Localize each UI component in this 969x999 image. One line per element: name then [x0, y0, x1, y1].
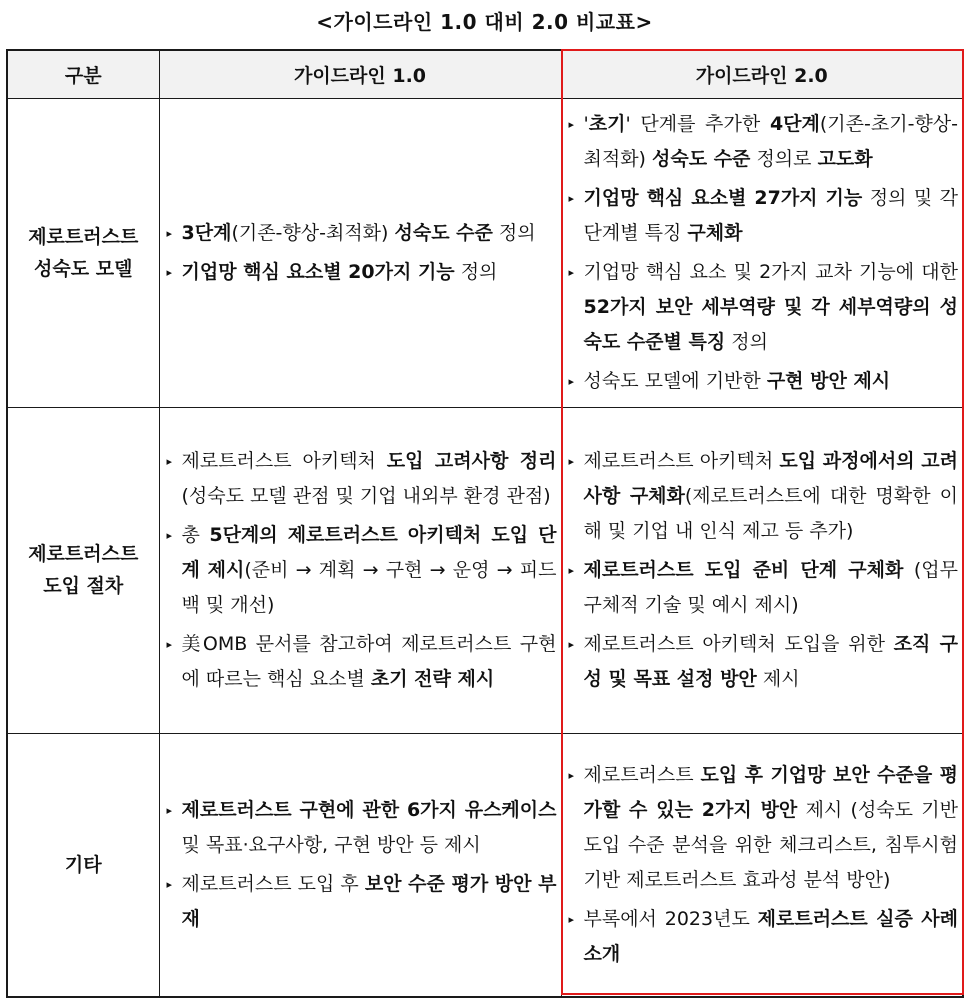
bullet-arrow-icon: ▸ [166, 265, 173, 279]
bold-text: 보안 수준 평가 방안 부재 [181, 872, 557, 930]
page-title: <가이드라인 1.0 대비 2.0 비교표> [316, 10, 653, 34]
bullet-item [164, 867, 557, 937]
text: 정의 [725, 330, 768, 353]
bullet-text [182, 793, 557, 863]
row-category [7, 733, 159, 997]
cell-guideline-2-0 [561, 733, 963, 997]
text: (준비 → 계획 → 구현 → 운영 → 피드백 및 개선) [181, 558, 557, 616]
text: 제로트러스트 아키텍처 [181, 449, 387, 472]
category-line: 제로트러스트 [28, 225, 139, 248]
bold-text: 4단계 [769, 112, 820, 135]
text: 정의 [492, 221, 536, 244]
bullet-item [164, 444, 557, 514]
bullet-text [584, 444, 959, 549]
bold-text: 52가지 보안 세부역량 및 각 세부역량의 성숙도 수준별 특징 [583, 295, 958, 353]
text: 제로트러스트 도입 후 [181, 872, 365, 895]
bullet-item [164, 627, 557, 697]
bold-text: 조직 구성 및 목표 설정 방안 [583, 632, 958, 690]
text: 정의 및 각 단계별 특징 [583, 186, 958, 244]
text: ' 단계를 추가한 [625, 112, 770, 135]
category-line: 제로트러스트 [28, 543, 139, 565]
bold-text: 기업망 핵심 요소별 20가지 기능 [181, 260, 455, 283]
bullet-arrow-icon: ▸ [568, 454, 575, 468]
bold-text: 초기 전략 제시 [370, 667, 495, 690]
table-header-row [7, 50, 963, 98]
text: 제로트러스트 [583, 763, 701, 786]
bullet-text [182, 444, 557, 514]
bullet-item [164, 793, 557, 863]
text: 성숙도 모델에 기반한 [583, 369, 767, 392]
bullet-text [584, 902, 959, 972]
bold-text: 제로트러스트 실증 사례 소개 [583, 907, 958, 965]
bold-text: 성숙도 수준 [652, 147, 751, 170]
cell-guideline-1-0 [159, 733, 561, 997]
bullet-arrow-icon: ▸ [568, 117, 575, 131]
table-row [7, 98, 963, 407]
table-row [7, 407, 963, 733]
bullet-item [164, 255, 557, 290]
bullet-text [182, 255, 557, 290]
bullet-item [566, 181, 959, 251]
header-category: 구분 [7, 50, 159, 98]
text: (성숙도 모델 관점 및 기업 내외부 환경 관점) [181, 484, 551, 507]
text: 및 목표·요구사항, 구현 방안 등 제시 [181, 833, 481, 856]
bold-text: 제로트러스트 구현에 관한 6가지 유스케이스 [181, 798, 557, 821]
bullet-arrow-icon: ▸ [166, 637, 173, 651]
bullet-text [182, 518, 557, 623]
text: 美OMB 문서를 참고하여 제로트러스트 구현에 따르는 핵심 요소별 [181, 632, 557, 690]
bullet-item [566, 758, 959, 898]
bullet-arrow-icon: ▸ [166, 226, 173, 240]
text: 정의 [454, 260, 498, 283]
bold-text: 고도화 [817, 147, 873, 170]
bullet-arrow-icon: ▸ [166, 528, 173, 542]
bullet-item [566, 364, 959, 399]
text: (기존-향상-최적화) [231, 221, 395, 244]
bullet-item [566, 902, 959, 972]
bullet-text [584, 364, 959, 399]
bullet-text [182, 216, 557, 251]
comparison-table [6, 49, 964, 998]
bold-text: 도입 과정에서의 고려사항 구체화 [583, 449, 959, 507]
row-category [7, 407, 159, 733]
bullet-item [164, 216, 557, 251]
bullet-arrow-icon: ▸ [568, 912, 575, 926]
bullet-arrow-icon: ▸ [568, 374, 575, 388]
bullet-item [566, 444, 959, 549]
bold-text: 5단계의 제로트러스트 아키텍처 도입 단계 제시 [181, 523, 557, 581]
bold-text: 성숙도 수준 [394, 221, 493, 244]
bullet-text [182, 627, 557, 697]
bullet-text [584, 107, 959, 177]
bullet-item [164, 518, 557, 623]
bullet-arrow-icon: ▸ [568, 191, 575, 205]
text: 총 [181, 523, 210, 546]
bold-text: 구체화 [687, 221, 743, 244]
bullet-arrow-icon: ▸ [568, 768, 575, 782]
cell-guideline-2-0 [561, 98, 963, 407]
bullet-text [584, 627, 959, 697]
text: 정의로 [750, 147, 818, 170]
bullet-item [566, 627, 959, 697]
bullet-arrow-icon: ▸ [568, 637, 575, 651]
bullet-arrow-icon: ▸ [166, 803, 173, 817]
bold-text: 제로트러스트 도입 준비 단계 구체화 [583, 558, 904, 581]
cell-guideline-1-0 [159, 407, 561, 733]
text: 제로트러스트 아키텍처 [583, 449, 780, 472]
cell-guideline-1-0 [159, 98, 561, 407]
bullet-item [566, 255, 959, 360]
category-line: 도입 절차 [43, 575, 124, 597]
row-category [7, 98, 159, 407]
bullet-item [566, 107, 959, 177]
text: (제로트러스트에 대한 명확한 이해 및 기업 내 인식 제고 등 추가) [583, 484, 959, 542]
table-row [7, 733, 963, 997]
bullet-arrow-icon: ▸ [568, 563, 575, 577]
bullet-arrow-icon: ▸ [568, 265, 575, 279]
bold-text: 도입 후 기업망 보안 수준을 평가할 수 있는 2가지 방안 [583, 763, 958, 821]
text: 제시 [756, 667, 800, 690]
category-line: 성숙도 모델 [34, 257, 133, 280]
bullet-text [584, 758, 959, 898]
header-guideline-1-0: 가이드라인 1.0 [159, 50, 561, 98]
text: 기업망 핵심 요소 및 2가지 교차 기능에 대한 [583, 260, 958, 283]
bullet-item [566, 553, 959, 623]
bold-text: 초기 [588, 112, 626, 135]
text: ' [583, 112, 589, 135]
bold-text: 기업망 핵심 요소별 27가지 기능 [583, 186, 863, 209]
category-line: 기타 [64, 853, 102, 876]
bullet-text [182, 867, 557, 937]
text: 부록에서 2023년도 [583, 907, 758, 930]
bullet-arrow-icon: ▸ [166, 877, 173, 891]
header-guideline-2-0: 가이드라인 2.0 [561, 50, 963, 98]
bullet-arrow-icon: ▸ [166, 454, 173, 468]
text: 제시 (성숙도 기반 도입 수준 분석을 위한 체크리스트, 침투시험 기반 제로트러스트 효과성 분석 방안) [583, 798, 958, 891]
text: (업무 구체적 기술 및 예시 제시) [583, 558, 958, 616]
text: 제로트러스트 아키텍처 도입을 위한 [583, 632, 894, 655]
bullet-text [584, 181, 959, 251]
bold-text: 도입 고려사항 정리 [386, 449, 557, 472]
bullet-text [584, 255, 959, 360]
text: (기존-초기-향상-최적화) [583, 112, 958, 170]
bold-text: 구현 방안 제시 [766, 369, 891, 392]
cell-guideline-2-0 [561, 407, 963, 733]
bullet-text [584, 553, 959, 623]
bold-text: 3단계 [181, 221, 232, 244]
